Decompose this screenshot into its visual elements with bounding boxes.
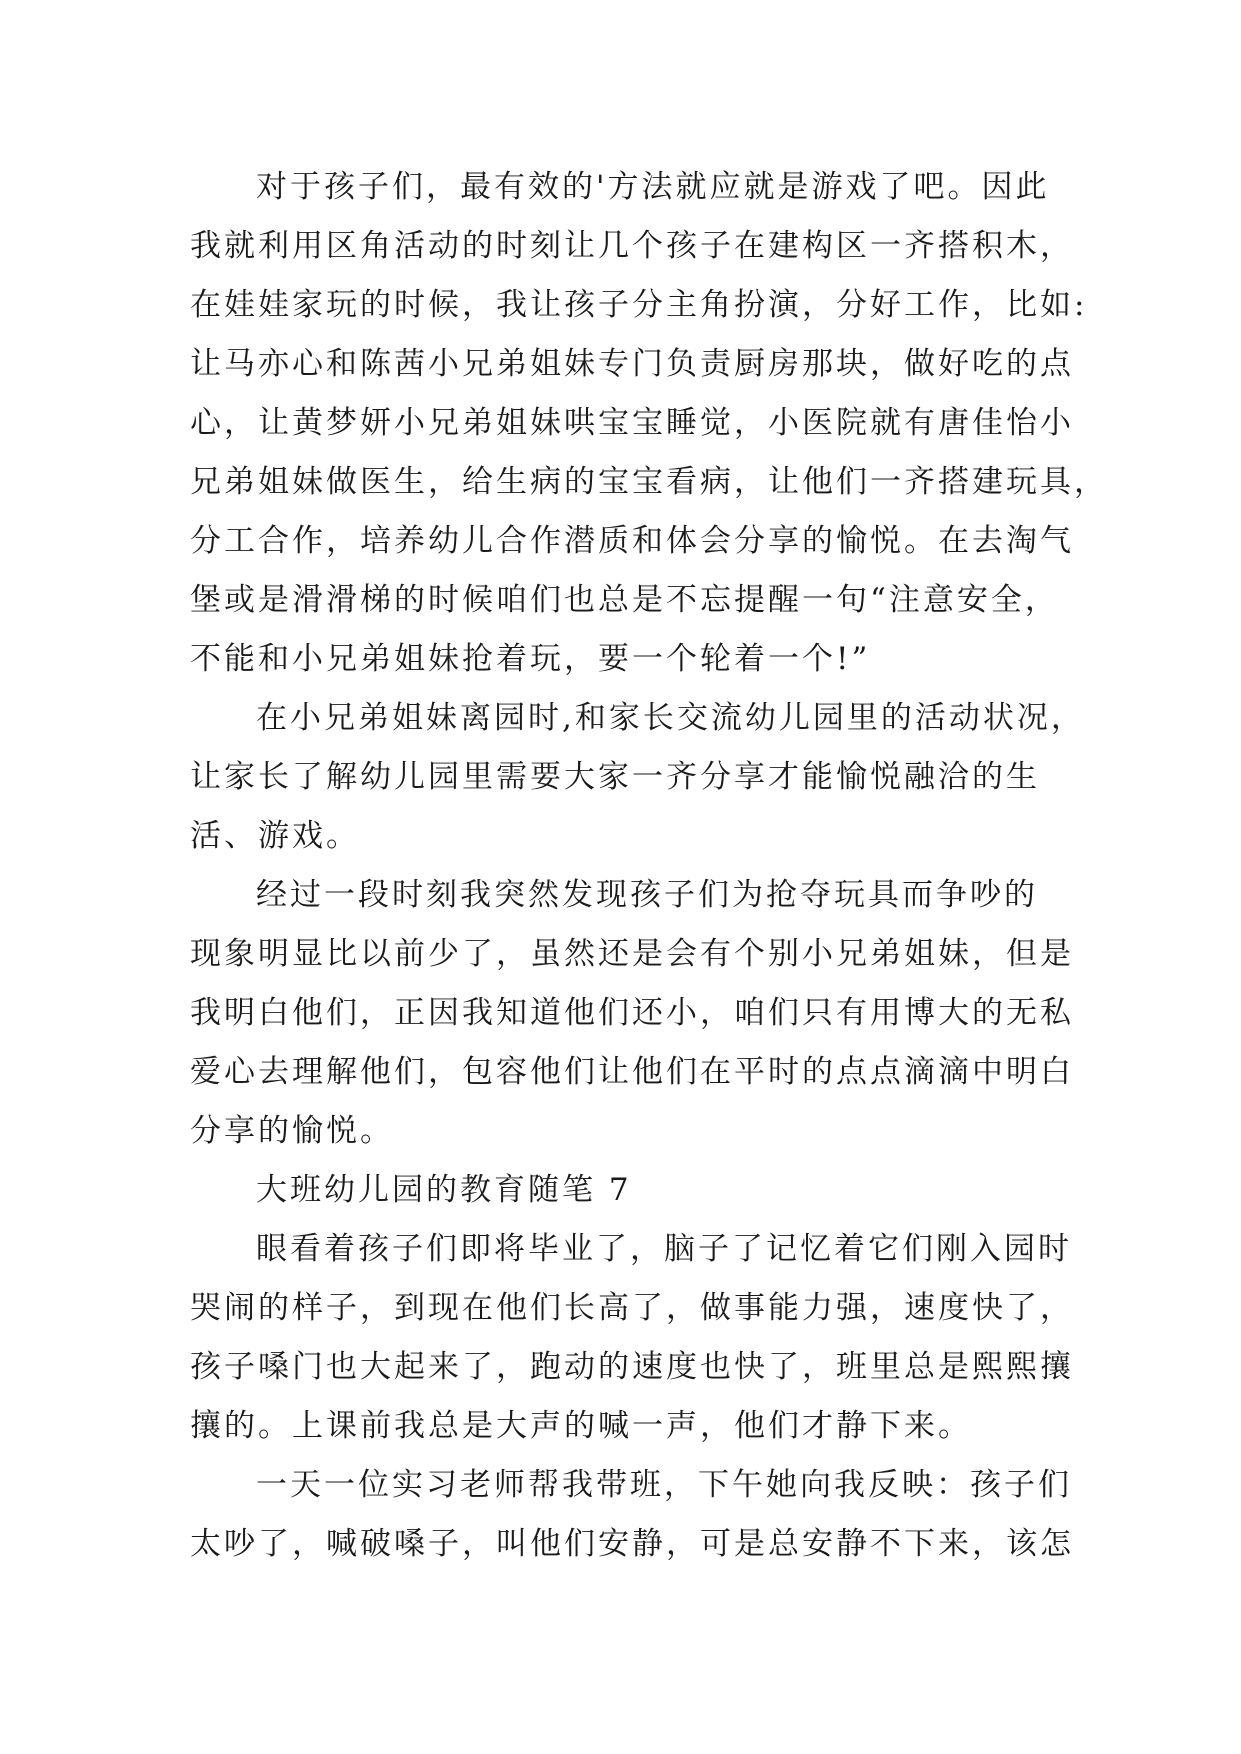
section-heading: 大班幼儿园的教育随笔 7 bbox=[256, 1172, 632, 1208]
text-line: 分工合作，培养幼儿合作潜质和体会分享的愉悦。在去淘气 bbox=[190, 523, 1074, 559]
text-line: 我就利用区角活动的时刻让几个孩子在建构区一齐搭积木， bbox=[190, 228, 1074, 264]
text-line: 让家长了解幼儿园里需要大家一齐分享才能愉悦融洽的生 bbox=[190, 759, 1040, 795]
text-line: 心，让黄梦妍小兄弟姐妹哄宝宝睡觉，小医院就有唐佳怡小 bbox=[190, 405, 1074, 441]
text-line: 经过一段时刻我突然发现孩子们为抢夺玩具而争吵的 bbox=[256, 877, 1038, 913]
text-line: 哭闹的样子，到现在他们长高了，做事能力强，速度快了， bbox=[190, 1290, 1074, 1326]
text-line: 不能和小兄弟姐妹抢着玩，要一个轮着一个!” bbox=[190, 641, 871, 677]
text-line: 兄弟姐妹做医生，给生病的宝宝看病，让他们一齐搭建玩具， bbox=[190, 464, 1108, 500]
text-line: 对于孩子们，最有效的'方法就应就是游戏了吧。因此 bbox=[256, 169, 1050, 205]
body-text bbox=[190, 158, 1108, 1574]
text-line: 在娃娃家玩的时候，我让孩子分主角扮演，分好工作，比如: bbox=[190, 287, 1088, 323]
text-line: 爱心去理解他们，包容他们让他们在平时的点点滴滴中明白 bbox=[190, 1054, 1074, 1090]
text-line: 我明白他们，正因我知道他们还小，咱们只有用博大的无私 bbox=[190, 995, 1074, 1031]
text-line: 分享的愉悦。 bbox=[190, 1113, 394, 1149]
text-line: 活、游戏。 bbox=[190, 818, 360, 854]
text-line: 在小兄弟姐妹离园时,和家长交流幼儿园里的活动状况， bbox=[256, 700, 1085, 736]
text-line: 眼看着孩子们即将毕业了，脑子了记忆着它们刚入园时 bbox=[256, 1231, 1072, 1267]
text-line: 堡或是滑滑梯的时候咱们也总是不忘提醒一句“注意安全， bbox=[190, 582, 1059, 618]
text-line: 一天一位实习老师帮我带班，下午她向我反映：孩子们 bbox=[256, 1467, 1072, 1503]
text-line: 太吵了，喊破嗓子，叫他们安静，可是总安静不下来，该怎 bbox=[190, 1526, 1074, 1562]
text-line: 让马亦心和陈茜小兄弟姐妹专门负责厨房那块，做好吃的点 bbox=[190, 346, 1074, 382]
text-line: 现象明显比以前少了，虽然还是会有个别小兄弟姐妹，但是 bbox=[190, 936, 1074, 972]
text-line: 攘的。上课前我总是大声的喊一声，他们才静下来。 bbox=[190, 1408, 972, 1444]
text-line: 孩子嗓门也大起来了，跑动的速度也快了，班里总是熙熙攘 bbox=[190, 1349, 1074, 1385]
